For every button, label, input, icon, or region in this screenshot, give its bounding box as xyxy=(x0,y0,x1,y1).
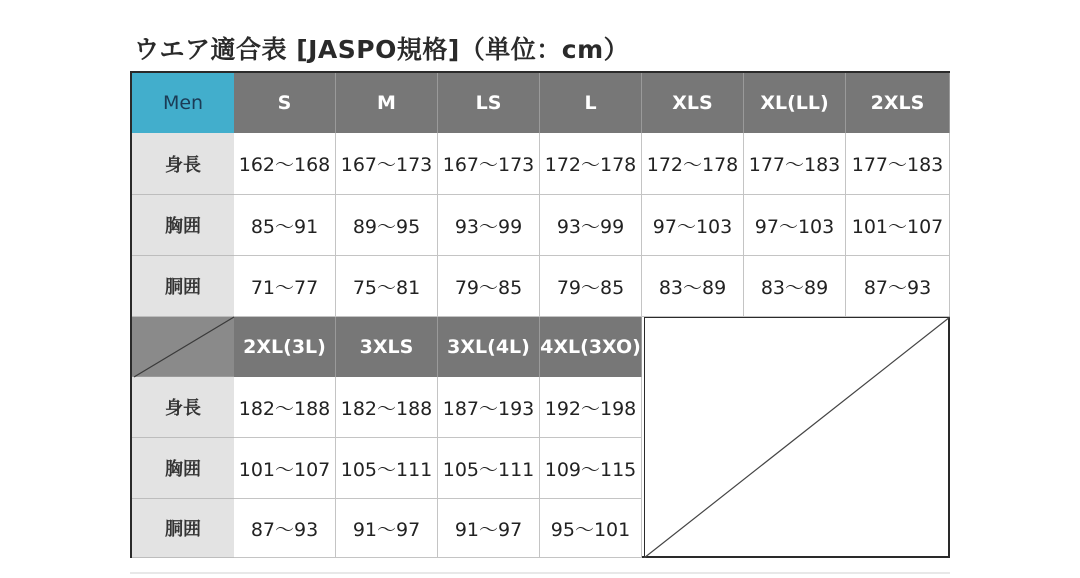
corner-blank-cell xyxy=(132,317,234,377)
size-header-cell: 2XL(3L) xyxy=(234,317,336,377)
value-cell: 79〜85 xyxy=(540,256,642,317)
value-cell: 87〜93 xyxy=(846,256,950,317)
value-cell: 167〜173 xyxy=(438,133,540,195)
value-cell: 79〜85 xyxy=(438,256,540,317)
row-label-cell: 胸囲 xyxy=(132,195,234,256)
value-cell: 101〜107 xyxy=(846,195,950,256)
value-cell: 95〜101 xyxy=(540,499,642,558)
value-cell: 105〜111 xyxy=(438,438,540,499)
value-cell: 83〜89 xyxy=(642,256,744,317)
size-chart-table xyxy=(130,71,950,558)
value-cell: 75〜81 xyxy=(336,256,438,317)
value-cell: 182〜188 xyxy=(336,377,438,438)
value-cell: 162〜168 xyxy=(234,133,336,195)
value-cell: 182〜188 xyxy=(234,377,336,438)
size-header-cell: L xyxy=(540,73,642,133)
size-header-cell: 3XL(4L) xyxy=(438,317,540,377)
size-header-cell: 4XL(3XO) xyxy=(540,317,642,377)
value-cell: 89〜95 xyxy=(336,195,438,256)
size-header-cell: LS xyxy=(438,73,540,133)
value-cell: 71〜77 xyxy=(234,256,336,317)
value-cell: 167〜173 xyxy=(336,133,438,195)
size-header-cell: S xyxy=(234,73,336,133)
value-cell: 97〜103 xyxy=(642,195,744,256)
value-cell: 101〜107 xyxy=(234,438,336,499)
size-header-cell: XL(LL) xyxy=(744,73,846,133)
value-cell: 192〜198 xyxy=(540,377,642,438)
value-cell: 172〜178 xyxy=(642,133,744,195)
size-header-cell: XLS xyxy=(642,73,744,133)
row-label-cell: 胴囲 xyxy=(132,256,234,317)
men-header-cell: Men xyxy=(132,73,234,133)
value-cell: 172〜178 xyxy=(540,133,642,195)
value-cell: 187〜193 xyxy=(438,377,540,438)
value-cell: 93〜99 xyxy=(438,195,540,256)
value-cell: 105〜111 xyxy=(336,438,438,499)
value-cell: 177〜183 xyxy=(846,133,950,195)
value-cell: 87〜93 xyxy=(234,499,336,558)
value-cell: 97〜103 xyxy=(744,195,846,256)
value-cell: 91〜97 xyxy=(336,499,438,558)
row-label-cell: 胴囲 xyxy=(132,499,234,558)
value-cell: 91〜97 xyxy=(438,499,540,558)
value-cell: 93〜99 xyxy=(540,195,642,256)
page-title: ウエア適合表 [JASPO規格]（単位：cm） xyxy=(134,35,630,64)
value-cell: 83〜89 xyxy=(744,256,846,317)
empty-area xyxy=(644,317,950,558)
size-header-cell: 2XLS xyxy=(846,73,950,133)
row-label-cell: 胸囲 xyxy=(132,438,234,499)
value-cell: 177〜183 xyxy=(744,133,846,195)
row-label-cell: 身長 xyxy=(132,133,234,195)
value-cell: 109〜115 xyxy=(540,438,642,499)
size-header-cell: 3XLS xyxy=(336,317,438,377)
size-header-cell: M xyxy=(336,73,438,133)
bottom-rule xyxy=(130,572,950,574)
value-cell: 85〜91 xyxy=(234,195,336,256)
row-label-cell: 身長 xyxy=(132,377,234,438)
